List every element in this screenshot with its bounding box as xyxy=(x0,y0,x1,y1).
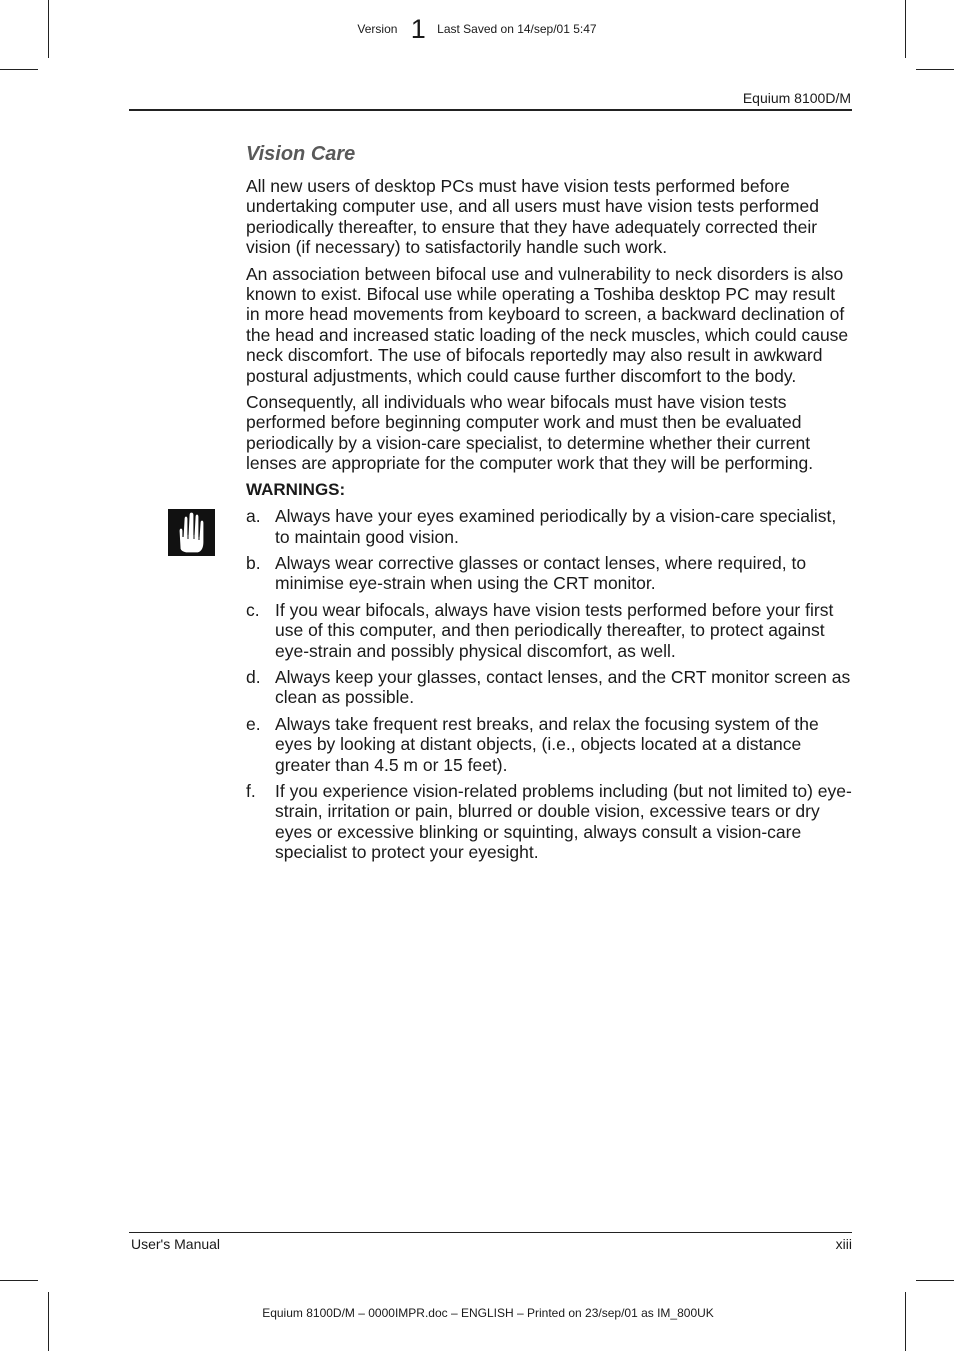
list-item xyxy=(246,600,852,661)
warnings-title: WARNINGS: xyxy=(246,479,346,499)
footer-manual-label: User's Manual xyxy=(131,1236,221,1252)
last-saved: Last Saved on 14/sep/01 5:47 xyxy=(437,22,597,36)
list-item-text: If you wear bifocals, always have vision tests performed before your first use of this computer, and then periodically thereafter, to protect against eye-strain and possibly physical discomfort, as well. xyxy=(275,599,834,661)
paragraph: Consequently, all individuals who wear bifocals must have vision tests performed before beginning computer work and must then be evaluated periodically by a vision-care specialist, to determine whether their current lenses are appropriate for the computer work that they will be performing. xyxy=(246,392,814,474)
version-line xyxy=(0,14,954,45)
crop-mark xyxy=(0,1280,38,1281)
list-item xyxy=(246,553,852,594)
print-info: Equium 8100D/M – 0000IMPR.doc – ENGLISH – Printed on 23/sep/01 as IM_800UK xyxy=(262,1306,714,1320)
list-item-text: If you experience vision-related problems including (but not limited to) eye-strain, irritation or pain, blurred or double vision, excessive tears or dry eyes or excessive blinking or squinting, always consult a vision-care specialist to protect your eyesight. xyxy=(275,780,852,863)
list-marker: d. xyxy=(246,666,261,687)
list-item xyxy=(246,506,852,547)
paragraph: All new users of desktop PCs must have vision tests performed before undertaking computer use, and all users must have vision tests performed periodically thereafter, to ensure that they have adequately corrected their vision (if necessary) to satisfactorily handle such work. xyxy=(246,176,819,258)
crop-mark xyxy=(48,1292,49,1351)
warnings-list xyxy=(246,506,852,863)
version-number: 1 xyxy=(410,14,426,44)
list-marker: e. xyxy=(246,713,261,734)
footer-rule xyxy=(129,1232,852,1233)
hand-stop-icon xyxy=(168,509,215,556)
version-label: Version xyxy=(357,22,398,36)
list-item xyxy=(246,714,852,775)
list-marker: a. xyxy=(246,506,261,527)
list-marker: f. xyxy=(246,780,256,801)
crop-mark xyxy=(916,69,954,70)
list-item-text: Always wear corrective glasses or contact lenses, where required, to minimise eye-strain when using the CRT monitor. xyxy=(275,552,807,594)
list-marker: b. xyxy=(246,552,261,573)
list-marker: c. xyxy=(246,599,260,620)
list-item xyxy=(246,667,852,708)
page-content xyxy=(246,142,852,869)
list-item-text: Always keep your glasses, contact lenses, and the CRT monitor screen as clean as possible. xyxy=(275,666,851,708)
page-number: xiii xyxy=(835,1236,852,1252)
header-rule xyxy=(129,109,852,111)
crop-mark xyxy=(0,69,38,70)
crop-mark xyxy=(905,1292,906,1351)
crop-mark xyxy=(916,1280,954,1281)
section-title: Vision Care xyxy=(246,143,356,165)
list-item xyxy=(246,781,852,863)
paragraph: An association between bifocal use and vulnerability to neck disorders is also known to exist. Bifocal use while operating a Toshiba desktop PC may result in more head movements from keyboard to screen, a backward declination of the head and increased static loading of the neck muscles, which could cause neck discomfort. The use of bifocals reportedly may also result in awkward postural adjustments, which could cause further discomfort to the body. xyxy=(246,263,849,386)
list-item-text: Always have your eyes examined periodically by a vision-care specialist, to maintain good vision. xyxy=(275,506,837,547)
header-product: Equium 8100D/M xyxy=(742,90,851,106)
list-item-text: Always take frequent rest breaks, and relax the focusing system of the eyes by looking at distant objects, (i.e., objects located at a distance greater than 4.5 m or 15 feet). xyxy=(275,713,819,775)
